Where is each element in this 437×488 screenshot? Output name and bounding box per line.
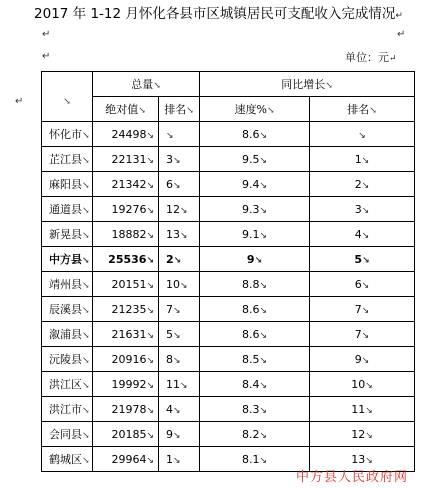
region-name-cell bbox=[42, 172, 93, 197]
cell-mark-icon: ↘ bbox=[146, 280, 154, 291]
region-name: 沅陵县 bbox=[49, 353, 82, 366]
growth-rate-cell bbox=[200, 422, 310, 447]
cell-mark-icon: ↘ bbox=[266, 106, 275, 116]
rank-cell bbox=[159, 447, 200, 472]
growth-rank: 3 bbox=[354, 202, 362, 216]
cell-mark-icon: ↘ bbox=[166, 130, 174, 141]
cell-mark-icon: ↘ bbox=[365, 455, 373, 466]
rank: 10 bbox=[166, 277, 180, 291]
region-name: 溆浦县 bbox=[49, 328, 82, 341]
cell-mark-icon: ↘ bbox=[186, 106, 194, 116]
growth-rank: 12 bbox=[351, 427, 366, 441]
watermark-text: 中方县人民政府网 bbox=[296, 470, 409, 485]
absolute-value-cell bbox=[93, 422, 159, 447]
cell-mark-icon: ↘ bbox=[82, 356, 90, 366]
paragraph-mark-icon: ↵ bbox=[42, 51, 51, 62]
region-name-cell bbox=[42, 447, 93, 472]
cell-mark-icon: ↘ bbox=[365, 380, 373, 391]
growth-rank: 1 bbox=[354, 152, 362, 166]
cell-mark-icon: ↘ bbox=[362, 255, 370, 266]
region-name: 怀化市 bbox=[49, 128, 82, 141]
growth-rank-cell bbox=[310, 422, 415, 447]
table-body bbox=[42, 72, 415, 472]
cell-mark-icon: ↘ bbox=[259, 305, 268, 316]
region-name-cell bbox=[42, 297, 93, 322]
growth-rank-cell bbox=[310, 247, 415, 272]
rank-cell bbox=[159, 247, 200, 272]
growth-rank: 5 bbox=[354, 252, 363, 266]
growth-rate: 9.4 bbox=[241, 177, 260, 191]
region-name: 鹤城区 bbox=[49, 453, 82, 466]
growth-rank: 10 bbox=[351, 377, 366, 391]
cell-mark-icon: ↘ bbox=[259, 430, 268, 441]
header-total: 总量 bbox=[131, 78, 154, 91]
growth-rank: 4 bbox=[354, 227, 362, 241]
rank: 7 bbox=[166, 302, 173, 316]
rank-cell bbox=[159, 297, 200, 322]
rank-cell bbox=[159, 347, 200, 372]
cell-mark-icon: ↘ bbox=[259, 355, 268, 366]
region-name: 中方县 bbox=[49, 253, 82, 266]
cell-mark-icon: ↘ bbox=[82, 156, 90, 166]
cell-mark-icon: ↘ bbox=[82, 406, 90, 416]
cell-mark-icon: ↘ bbox=[82, 131, 90, 141]
absolute-value-cell bbox=[93, 347, 159, 372]
table-row bbox=[42, 297, 415, 322]
table-row bbox=[42, 122, 415, 147]
cell-mark-icon: ↘ bbox=[146, 155, 154, 166]
growth-rank-cell bbox=[310, 172, 415, 197]
absolute-value-cell bbox=[93, 397, 159, 422]
absolute-value: 21342 bbox=[111, 177, 147, 191]
table-row bbox=[42, 247, 415, 272]
header-growth-cell bbox=[200, 72, 415, 97]
growth-rank: 6 bbox=[354, 277, 362, 291]
growth-rate-cell bbox=[200, 172, 310, 197]
table-row bbox=[42, 147, 415, 172]
cell-mark-icon: ↘ bbox=[325, 81, 333, 91]
rank-cell bbox=[159, 122, 200, 147]
paragraph-mark-icon: ↵ bbox=[15, 96, 24, 107]
cell-mark-icon: ↘ bbox=[146, 180, 154, 191]
rank: 6 bbox=[166, 177, 173, 191]
cell-mark-icon: ↘ bbox=[82, 181, 90, 191]
region-name-cell bbox=[42, 147, 93, 172]
region-name-cell bbox=[42, 397, 93, 422]
growth-rank: 9 bbox=[354, 352, 362, 366]
cell-mark-icon: ↘ bbox=[361, 305, 370, 316]
cell-mark-icon: ↘ bbox=[138, 106, 146, 116]
paragraph-mark-icon: ↵ bbox=[42, 29, 51, 40]
header-rank-cell bbox=[159, 97, 200, 122]
absolute-value-cell bbox=[93, 172, 159, 197]
absolute-value: 18882 bbox=[111, 227, 147, 241]
table-row bbox=[42, 322, 415, 347]
growth-rate-cell bbox=[200, 322, 310, 347]
absolute-value: 24498 bbox=[111, 127, 147, 141]
rank: 5 bbox=[166, 327, 173, 341]
growth-rate: 8.3 bbox=[241, 402, 260, 416]
cell-mark-icon: ↘ bbox=[361, 355, 370, 366]
cell-mark-icon: ↘ bbox=[146, 255, 154, 266]
rank-cell bbox=[159, 322, 200, 347]
cell-mark-icon: ↘ bbox=[146, 205, 154, 216]
document-title bbox=[0, 2, 437, 22]
table-row bbox=[42, 172, 415, 197]
cell-mark-icon: ↘ bbox=[180, 380, 188, 391]
cell-mark-icon: ↘ bbox=[82, 306, 90, 316]
region-name: 洪江区 bbox=[49, 378, 82, 391]
absolute-value: 22131 bbox=[111, 152, 147, 166]
region-name: 会同县 bbox=[49, 428, 82, 441]
cell-mark-icon: ↘ bbox=[173, 455, 181, 466]
region-name: 辰溪县 bbox=[49, 303, 82, 316]
absolute-value: 19276 bbox=[111, 202, 147, 216]
absolute-value-cell bbox=[93, 372, 159, 397]
cell-mark-icon: ↘ bbox=[82, 206, 90, 216]
region-name: 芷江县 bbox=[49, 153, 82, 166]
growth-rank: 13 bbox=[351, 452, 366, 466]
region-name: 麻阳县 bbox=[49, 178, 82, 191]
table-row bbox=[42, 272, 415, 297]
table-row bbox=[42, 197, 415, 222]
absolute-value-cell bbox=[93, 222, 159, 247]
cell-mark-icon: ↘ bbox=[180, 205, 188, 216]
cell-mark-icon: ↘ bbox=[82, 456, 90, 466]
cell-mark-icon: ↘ bbox=[146, 455, 154, 466]
growth-rate-cell bbox=[200, 222, 310, 247]
rank: 8 bbox=[166, 352, 173, 366]
cell-mark-icon: ↘ bbox=[361, 280, 370, 291]
growth-rank: 2 bbox=[354, 177, 362, 191]
cell-mark-icon: ↘ bbox=[254, 255, 263, 266]
cell-mark-icon: ↘ bbox=[361, 180, 370, 191]
absolute-value-cell bbox=[93, 297, 159, 322]
region-name-cell bbox=[42, 422, 93, 447]
absolute-value: 20151 bbox=[111, 277, 147, 291]
cell-mark-icon: ↘ bbox=[146, 380, 154, 391]
unit-label bbox=[345, 49, 397, 65]
growth-rate-cell bbox=[200, 447, 310, 472]
growth-rank-cell bbox=[310, 197, 415, 222]
header-rank2-cell bbox=[310, 97, 415, 122]
growth-rate: 9.3 bbox=[241, 202, 260, 216]
cell-mark-icon: ↘ bbox=[82, 381, 90, 391]
cell-mark-icon: ↘ bbox=[361, 330, 370, 341]
growth-rank-cell bbox=[310, 372, 415, 397]
growth-rate: 8.1 bbox=[241, 452, 260, 466]
growth-rate-cell bbox=[200, 272, 310, 297]
cell-mark-icon: ↘ bbox=[361, 155, 370, 166]
rank-cell bbox=[159, 397, 200, 422]
cell-mark-icon: ↘ bbox=[146, 430, 154, 441]
cell-mark-icon: ↘ bbox=[259, 155, 268, 166]
growth-rate: 8.6 bbox=[241, 302, 260, 316]
rank: 9 bbox=[166, 427, 173, 441]
rank-cell bbox=[159, 172, 200, 197]
cell-mark-icon: ↘ bbox=[173, 405, 181, 416]
cell-mark-icon: ↘ bbox=[146, 355, 154, 366]
growth-rank-cell bbox=[310, 297, 415, 322]
growth-rank-cell bbox=[310, 322, 415, 347]
cell-mark-icon: ↘ bbox=[82, 331, 90, 341]
growth-rate-cell bbox=[200, 297, 310, 322]
growth-rate-cell bbox=[200, 122, 310, 147]
paragraph-mark-icon: ↵ bbox=[389, 54, 397, 64]
cell-mark-icon: ↘ bbox=[358, 130, 366, 141]
header-absolute-cell bbox=[93, 97, 159, 122]
cell-mark-icon: ↘ bbox=[146, 230, 154, 241]
rank-cell bbox=[159, 197, 200, 222]
region-name-cell bbox=[42, 322, 93, 347]
growth-rate: 8.2 bbox=[241, 427, 260, 441]
region-name: 靖州县 bbox=[49, 278, 82, 291]
growth-rate: 8.5 bbox=[241, 352, 260, 366]
absolute-value-cell bbox=[93, 247, 159, 272]
header-rank2: 排名 bbox=[347, 103, 370, 116]
region-name: 洪江市 bbox=[49, 403, 82, 416]
header-corner-cell bbox=[42, 72, 93, 122]
region-name-cell bbox=[42, 372, 93, 397]
header-rate-cell bbox=[200, 97, 310, 122]
header-row-group bbox=[42, 72, 415, 97]
cell-mark-icon: ↘ bbox=[361, 205, 370, 216]
growth-rank-cell bbox=[310, 222, 415, 247]
growth-rate: 8.6 bbox=[241, 127, 260, 141]
cell-mark-icon: ↘ bbox=[259, 180, 268, 191]
cell-mark-icon: ↘ bbox=[146, 330, 154, 341]
table-row bbox=[42, 397, 415, 422]
header-growth: 同比增长 bbox=[281, 78, 326, 91]
cell-mark-icon: ↘ bbox=[173, 155, 181, 166]
growth-rank-cell bbox=[310, 397, 415, 422]
growth-rate: 8.4 bbox=[241, 377, 260, 391]
cell-mark-icon: ↘ bbox=[146, 130, 154, 141]
region-name-cell bbox=[42, 122, 93, 147]
cell-mark-icon: ↘ bbox=[369, 106, 377, 116]
cell-mark-icon: ↘ bbox=[180, 230, 188, 241]
rank: 12 bbox=[166, 202, 180, 216]
header-row-columns bbox=[42, 97, 415, 122]
table-row bbox=[42, 422, 415, 447]
absolute-value: 29964 bbox=[111, 452, 147, 466]
cell-mark-icon: ↘ bbox=[153, 81, 161, 91]
header-absolute: 绝对值 bbox=[105, 103, 139, 116]
growth-rank-cell bbox=[310, 272, 415, 297]
table-row bbox=[42, 372, 415, 397]
absolute-value-cell bbox=[93, 272, 159, 297]
absolute-value: 20916 bbox=[111, 352, 147, 366]
paragraph-mark-icon: ↵ bbox=[395, 11, 403, 21]
cell-mark-icon: ↘ bbox=[82, 256, 90, 266]
growth-rate-cell bbox=[200, 247, 310, 272]
cell-mark-icon: ↘ bbox=[259, 205, 268, 216]
cell-mark-icon: ↘ bbox=[365, 405, 373, 416]
absolute-value-cell bbox=[93, 322, 159, 347]
growth-rank-cell bbox=[310, 347, 415, 372]
cell-mark-icon: ↘ bbox=[173, 330, 181, 341]
cell-mark-icon: ↘ bbox=[259, 330, 268, 341]
cell-mark-icon: ↘ bbox=[173, 430, 181, 441]
growth-rate-cell bbox=[200, 372, 310, 397]
region-name-cell bbox=[42, 347, 93, 372]
region-name-cell bbox=[42, 247, 93, 272]
absolute-value: 21631 bbox=[111, 327, 147, 341]
cell-mark-icon: ↘ bbox=[259, 230, 268, 241]
growth-rate-cell bbox=[200, 147, 310, 172]
growth-rate-cell bbox=[200, 197, 310, 222]
growth-rate: 8.6 bbox=[241, 327, 260, 341]
cell-mark-icon: ↘ bbox=[82, 281, 90, 291]
cell-mark-icon: ↘ bbox=[173, 255, 182, 266]
absolute-value-cell bbox=[93, 197, 159, 222]
rank: 2 bbox=[166, 252, 174, 266]
table-row bbox=[42, 222, 415, 247]
region-name-cell bbox=[42, 272, 93, 297]
growth-rate-cell bbox=[200, 347, 310, 372]
cell-mark-icon: ↘ bbox=[82, 431, 90, 441]
cell-mark-icon: ↘ bbox=[63, 97, 71, 107]
cell-mark-icon: ↘ bbox=[259, 280, 268, 291]
growth-rank: 7 bbox=[354, 302, 362, 316]
growth-rate: 9.5 bbox=[241, 152, 260, 166]
rank: 3 bbox=[166, 152, 173, 166]
absolute-value: 21235 bbox=[111, 302, 147, 316]
cell-mark-icon: ↘ bbox=[259, 405, 268, 416]
rank-cell bbox=[159, 147, 200, 172]
header-rate: 速度% bbox=[234, 103, 267, 116]
cell-mark-icon: ↘ bbox=[259, 455, 268, 466]
rank: 4 bbox=[166, 402, 173, 416]
cell-mark-icon: ↘ bbox=[365, 430, 373, 441]
cell-mark-icon: ↘ bbox=[259, 130, 268, 141]
absolute-value-cell bbox=[93, 147, 159, 172]
absolute-value: 25536 bbox=[108, 252, 147, 266]
table-row bbox=[42, 347, 415, 372]
growth-rate-cell bbox=[200, 397, 310, 422]
cell-mark-icon: ↘ bbox=[82, 231, 90, 241]
growth-rate: 9 bbox=[246, 252, 255, 266]
rank-cell bbox=[159, 272, 200, 297]
region-name: 新晃县 bbox=[49, 228, 82, 241]
rank: 13 bbox=[166, 227, 180, 241]
growth-rate: 8.8 bbox=[241, 277, 260, 291]
cell-mark-icon: ↘ bbox=[173, 180, 181, 191]
header-total-cell bbox=[93, 72, 200, 97]
absolute-value: 19992 bbox=[111, 377, 147, 391]
cell-mark-icon: ↘ bbox=[146, 305, 154, 316]
growth-rank-cell bbox=[310, 122, 415, 147]
growth-rank: 11 bbox=[351, 402, 366, 416]
unit-text: 单位：元 bbox=[345, 51, 389, 64]
title-text: 2017 年 1-12 月怀化各县市区城镇居民可支配收入完成情况 bbox=[34, 6, 396, 22]
absolute-value-cell bbox=[93, 122, 159, 147]
growth-rank: 7 bbox=[354, 327, 362, 341]
absolute-value: 21978 bbox=[111, 402, 147, 416]
header-rank: 排名 bbox=[164, 103, 187, 116]
cell-mark-icon: ↘ bbox=[146, 405, 154, 416]
cell-mark-icon: ↘ bbox=[259, 380, 268, 391]
absolute-value-cell bbox=[93, 447, 159, 472]
region-name-cell bbox=[42, 197, 93, 222]
region-name-cell bbox=[42, 222, 93, 247]
growth-rank-cell bbox=[310, 147, 415, 172]
region-name: 通道县 bbox=[49, 203, 82, 216]
cell-mark-icon: ↘ bbox=[173, 305, 181, 316]
cell-mark-icon: ↘ bbox=[180, 280, 188, 291]
rank: 11 bbox=[166, 377, 180, 391]
rank-cell bbox=[159, 372, 200, 397]
growth-rate: 9.1 bbox=[241, 227, 260, 241]
cell-mark-icon: ↘ bbox=[173, 355, 181, 366]
income-table bbox=[41, 71, 415, 472]
rank-cell bbox=[159, 422, 200, 447]
absolute-value: 20185 bbox=[111, 427, 147, 441]
cell-mark-icon: ↘ bbox=[361, 230, 370, 241]
rank-cell bbox=[159, 222, 200, 247]
paragraph-mark-icon: ↵ bbox=[397, 29, 406, 40]
rank: 1 bbox=[166, 452, 173, 466]
